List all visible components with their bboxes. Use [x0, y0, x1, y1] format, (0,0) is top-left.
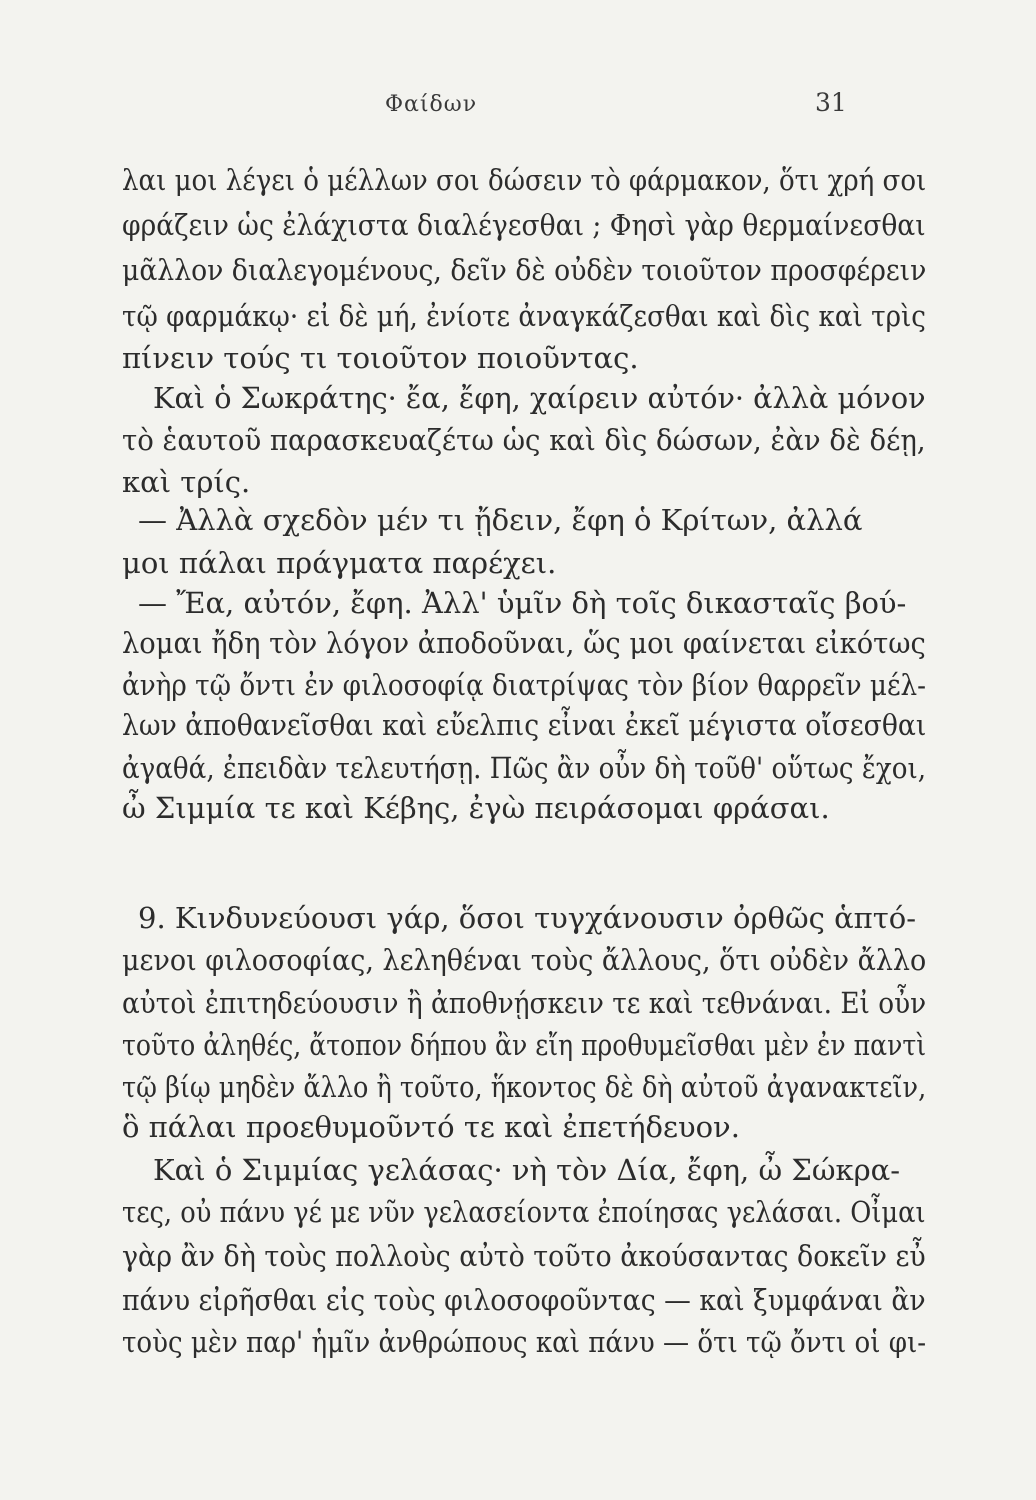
- text-line: τοὺς μὲν παρ' ἡμῖν ἀνθρώπους καὶ πάνυ — ὅτι τῷ ὄντι οἱ φι-: [122, 1325, 927, 1359]
- text-line: — Ἀλλὰ σχεδὸν μέν τι ᾔδειν, ἔφη ὁ Κρίτων, ἀλλά: [138, 503, 863, 537]
- text-line: τῷ βίῳ μηδὲν ἄλλο ἢ τοῦτο, ἥκοντος δὲ δὴ αὐτοῦ ἀγανακτεῖν,: [122, 1070, 927, 1104]
- text-line: αὐτοὶ ἐπιτηδεύουσιν ἢ ἀποθνῄσκειν τε καὶ τεθνάναι. Εἰ οὖν: [122, 986, 927, 1020]
- page-number: 31: [815, 88, 847, 117]
- text-line: Καὶ ὁ Σωκράτης· ἔα, ἔφη, χαίρειν αὐτόν· ἀλλὰ μόνον: [153, 381, 926, 415]
- text-line: λων ἀποθανεῖσθαι καὶ εὔελπις εἶναι ἐκεῖ μέγιστα οἴσεσθαι: [122, 708, 927, 742]
- text-line: τες, οὐ πάνυ γέ με νῦν γελασείοντα ἐποίησας γελάσαι. Οἶμαι: [122, 1195, 926, 1229]
- running-title: Φαίδων: [385, 92, 478, 117]
- text-line: ἀνὴρ τῷ ὄντι ἐν φιλοσοφίᾳ διατρίψας τὸν βίον θαρρεῖν μέλ-: [122, 668, 927, 702]
- text-line: — Ἔα, αὐτόν, ἔφη. Ἀλλ' ὑμῖν δὴ τοῖς δικασταῖς βού-: [138, 586, 907, 620]
- text-line: καὶ τρίς.: [122, 465, 251, 499]
- page-header: [0, 88, 1036, 128]
- text-line: τὸ ἑαυτοῦ παρασκευαζέτω ὡς καὶ δὶς δώσων, ἐὰν δὲ δέῃ,: [122, 423, 926, 457]
- text-line: ἀγαθά, ἐπειδὰν τελευτήσῃ. Πῶς ἂν οὖν δὴ τοῦθ' οὕτως ἔχοι,: [122, 751, 927, 785]
- text-line: μενοι φιλοσοφίας, λεληθέναι τοὺς ἄλλους, ὅτι οὐδὲν ἄλλο: [122, 943, 927, 977]
- text-line: ὃ πάλαι προεθυμοῦντό τε καὶ ἐπετήδευον.: [122, 1110, 740, 1144]
- text-line: τοῦτο ἀληθές, ἄτοπον δήπου ἂν εἴη προθυμεῖσθαι μὲν ἐν παντὶ: [122, 1028, 927, 1062]
- text-line: μᾶλλον διαλεγομένους, δεῖν δὲ οὐδὲν τοιοῦτον προσφέρειν: [122, 253, 927, 287]
- text-line: λομαι ἤδη τὸν λόγον ἀποδοῦναι, ὥς μοι φαίνεται εἰκότως: [122, 626, 926, 660]
- text-line: λαι μοι λέγει ὁ μέλλων σοι δώσειν τὸ φάρμακον, ὅτι χρή σοι: [122, 163, 927, 197]
- text-line: ὦ Σιμμία τε καὶ Κέβης, ἐγὼ πειράσομαι φράσαι.: [122, 791, 830, 825]
- text-line: 9. Κινδυνεύουσι γάρ, ὅσοι τυγχάνουσιν ὀρθῶς ἁπτό-: [138, 901, 917, 935]
- text-line: Καὶ ὁ Σιμμίας γελάσας· νὴ τὸν Δία, ἔφη, ὦ Σώκρα-: [153, 1153, 901, 1187]
- text-line: φράζειν ὡς ἐλάχιστα διαλέγεσθαι ; Φησὶ γὰρ θερμαίνεσθαι: [122, 208, 926, 242]
- text-line: τῷ φαρμάκῳ· εἰ δὲ μή, ἐνίοτε ἀναγκάζεσθαι καὶ δὶς καὶ τρὶς: [122, 299, 926, 333]
- text-line: πάνυ εἰρῆσθαι εἰς τοὺς φιλοσοφοῦντας — καὶ ξυμφάναι ἂν: [122, 1283, 926, 1317]
- text-line: πίνειν τούς τι τοιοῦτον ποιοῦντας.: [122, 341, 639, 375]
- text-line: μοι πάλαι πράγματα παρέχει.: [122, 546, 557, 580]
- text-line: γὰρ ἂν δὴ τοὺς πολλοὺς αὐτὸ τοῦτο ἀκούσαντας δοκεῖν εὖ: [122, 1239, 926, 1273]
